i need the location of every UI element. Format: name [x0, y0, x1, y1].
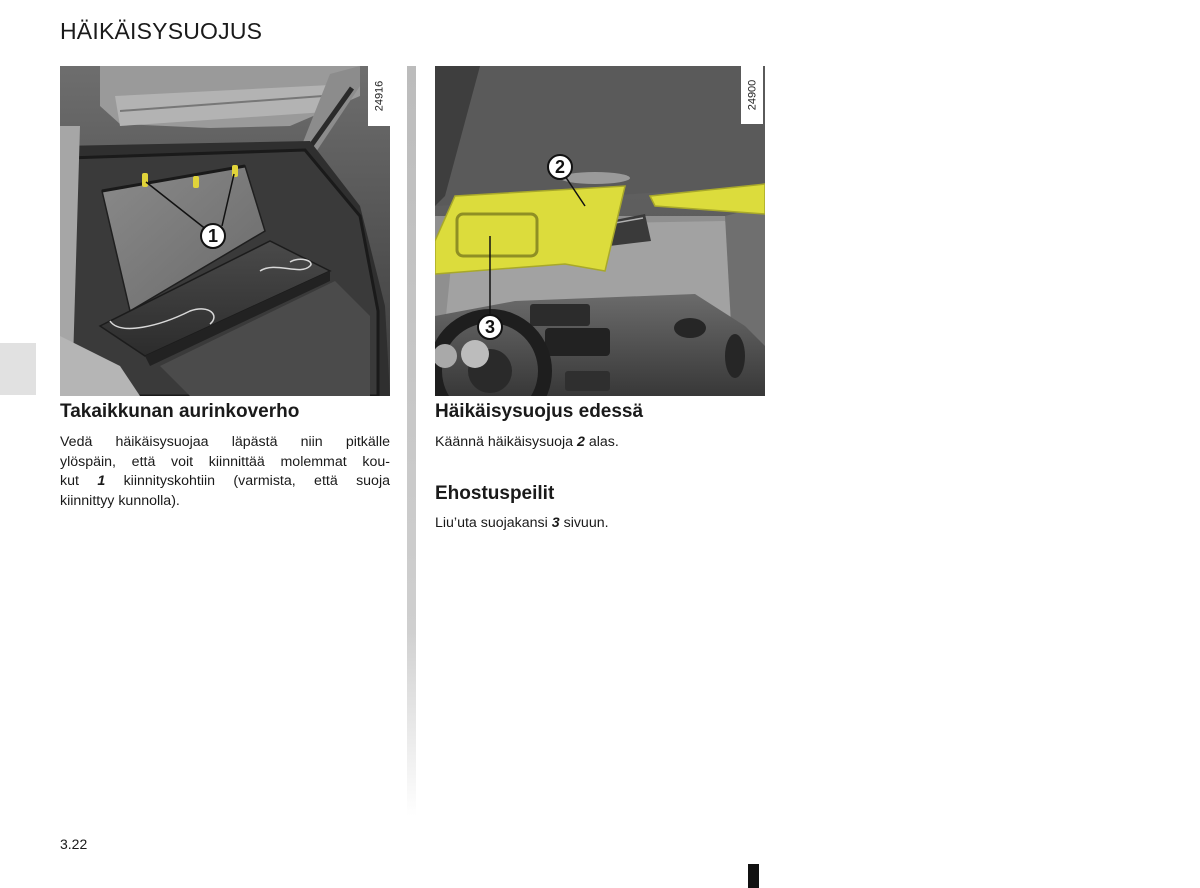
- rear-sunblind-heading: Takaikkunan aurinkoverho: [60, 401, 300, 422]
- vanity-mirror-text-after: sivuun.: [563, 515, 609, 531]
- rear-sunblind-line-3-prefix: kut: [60, 473, 79, 489]
- front-visor-ref: 2: [576, 434, 585, 450]
- rear-sunblind-text: [60, 433, 390, 511]
- hook-left: [142, 173, 148, 187]
- vanity-mirror-text-before: Liu’uta suojakansi: [435, 515, 548, 531]
- rear-sunblind-line-4: kiinnittyy kunnolla).: [60, 492, 180, 509]
- front-visor-text-before: Käännä häikäisysuoja: [435, 434, 574, 450]
- page-number: 3.22: [60, 836, 88, 852]
- callout-1: 1: [200, 223, 226, 249]
- callout-2: 2: [547, 154, 573, 180]
- hook-middle: [193, 176, 199, 188]
- rear-sunblind-line-3: [60, 472, 390, 492]
- rear-sunblind-figure: [60, 66, 390, 396]
- rear-sunblind-line-1: Vedä häikäisysuojaa läpästä niin pitkälle: [60, 434, 390, 450]
- vanity-mirror-text: [435, 514, 765, 534]
- rear-sunblind-line-3-rest: kiinnityskohtiin (varmista, että suoja: [123, 473, 390, 489]
- figure-code-right: 24900: [741, 66, 763, 124]
- vanity-mirror-ref: 3: [551, 515, 560, 531]
- vanity-mirror-heading: Ehostuspeilit: [435, 483, 555, 504]
- figure-code-left: 24916: [368, 66, 390, 126]
- rear-sunblind-hook-ref: 1: [97, 473, 106, 489]
- front-sunvisor-illustration: [435, 66, 765, 396]
- section-tab-marker: [0, 343, 36, 395]
- rear-sunblind-line-2: ylöspäin, että voit kiinnittää molemmat kou-: [60, 453, 390, 470]
- front-visor-text-after: alas.: [588, 434, 619, 450]
- hook-right: [232, 165, 238, 177]
- front-sunvisor-figure: [435, 66, 765, 396]
- column-divider: [407, 66, 416, 816]
- page-edge-marker: [748, 864, 759, 888]
- front-visor-text: [435, 433, 765, 453]
- callout-3: 3: [477, 314, 503, 340]
- front-visor-heading: Häikäisysuojus edessä: [435, 401, 644, 422]
- page-title: HÄIKÄISYSUOJUS: [60, 18, 263, 44]
